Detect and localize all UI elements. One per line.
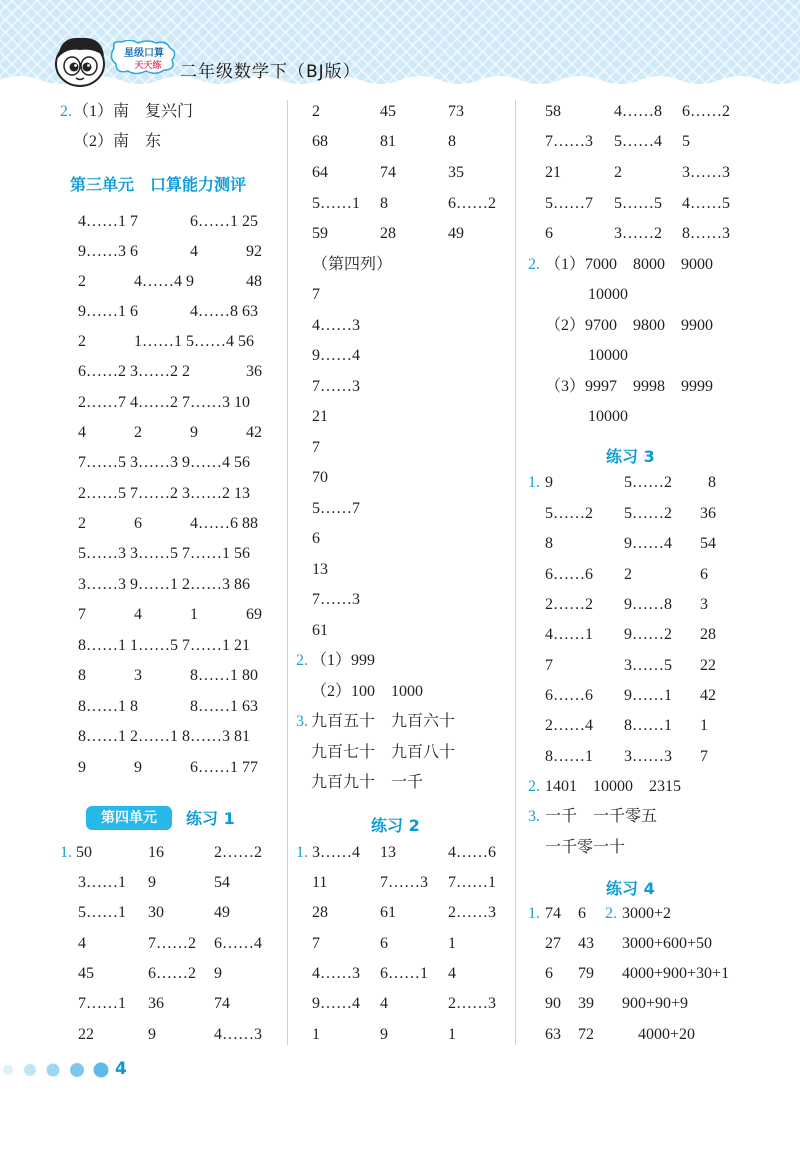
cell: 36 [246, 363, 262, 380]
cell: 4 [190, 243, 198, 260]
list-item: 6 [312, 530, 320, 547]
cell: 1 [448, 1026, 456, 1043]
cell: 27 [545, 935, 561, 952]
cell: 4 [380, 995, 388, 1012]
cell: 74 [214, 995, 230, 1012]
cell: 7……1 [78, 995, 126, 1012]
cell: 7 [78, 606, 86, 623]
list-item: 9……4 [312, 347, 360, 364]
cell: 39 [578, 995, 594, 1012]
list-item: 13 [312, 561, 328, 578]
list-item: 70 [312, 469, 328, 486]
cell: 9 [380, 1026, 388, 1043]
cell: 4……8 [614, 103, 662, 120]
cell: 9 [190, 424, 198, 441]
question-number: 1. [296, 844, 308, 861]
cell: 4……8 63 [190, 303, 258, 320]
cell: 6……2 [448, 195, 496, 212]
cell: 2……4 [545, 717, 593, 734]
cell: 6……6 [545, 566, 593, 583]
cell: 81 [380, 133, 396, 150]
cell: 5……7 [545, 195, 593, 212]
cell: 8 [545, 535, 553, 552]
cell: 8……1 1……5 7……1 21 [78, 637, 250, 654]
cell: 9……4 [624, 535, 672, 552]
cell: 8 [708, 474, 716, 491]
list-item: 7……3 [312, 378, 360, 395]
section-title: 第三单元 口算能力测评 [70, 175, 247, 194]
cell: 1 [190, 606, 198, 623]
cell: 7……1 [448, 874, 496, 891]
question-number: 2. [605, 905, 617, 922]
cell: 5……4 [614, 133, 662, 150]
cell: 1 [448, 935, 456, 952]
cell: 9 [148, 874, 156, 891]
footer-dots-decoration [2, 1062, 112, 1080]
cell: 30 [148, 904, 164, 921]
cell: 2 [78, 515, 86, 532]
cell: 74 [380, 164, 396, 181]
answer-line: （2）100 1000 [311, 683, 424, 700]
question-number: 2. [528, 256, 540, 273]
cell: 59 [312, 225, 328, 242]
cell: 4 [134, 606, 142, 623]
cell: 73 [448, 103, 464, 120]
question-number: 2. [60, 103, 72, 120]
cell: 8 [448, 133, 456, 150]
column-label: （第四列） [312, 256, 393, 273]
cell: 90 [545, 995, 561, 1012]
answer-line: （2）南 东 [73, 133, 162, 150]
cell: 2 [624, 566, 632, 583]
cell: 5……2 [545, 505, 593, 522]
cell: 5……2 [624, 505, 672, 522]
cell: 4……6 88 [190, 515, 258, 532]
cell: 42 [246, 424, 262, 441]
question-number: 3. [528, 808, 540, 825]
answer-line: （2）9700 9800 9900 [545, 317, 714, 334]
cell: 9……4 [312, 995, 360, 1012]
cell: 6……6 [545, 687, 593, 704]
cell: 9……1 [624, 687, 672, 704]
answer-line: 10000 [588, 408, 628, 425]
list-item: 7……3 [312, 591, 360, 608]
cell: 9……2 [624, 626, 672, 643]
cell: 6……1 25 [190, 213, 258, 230]
brand-logo [108, 40, 180, 76]
cell: 63 [545, 1026, 561, 1043]
answer-line: 1401 10000 2315 [545, 778, 682, 795]
cell: 6 [545, 225, 553, 242]
cell: 21 [545, 164, 561, 181]
page-number: 4 [115, 1059, 127, 1079]
cell: 4000+900+30+1 [622, 965, 730, 982]
answer-line: 九百五十 九百六十 [311, 713, 456, 730]
cell: 2……3 [448, 995, 496, 1012]
cell: 3……3 [682, 164, 730, 181]
section-title: 练习 4 [606, 879, 655, 898]
cell: 1 [700, 717, 708, 734]
column-divider [287, 100, 288, 1045]
answer-line: （3）9997 9998 9999 [545, 378, 714, 395]
cell: 2 [614, 164, 622, 181]
cell: 2 [78, 333, 86, 350]
cell: 54 [214, 874, 230, 891]
question-number: 1. [528, 905, 540, 922]
cell: 3000+600+50 [622, 935, 713, 952]
cell: 22 [78, 1026, 94, 1043]
cell: 6……2 [682, 103, 730, 120]
cell: 6 [545, 965, 553, 982]
cell: 4000+20 [638, 1026, 696, 1043]
cell: 2……2 [214, 844, 262, 861]
cell: 9 [78, 759, 86, 776]
cell: 8 [380, 195, 388, 212]
cell: 4……4 9 [134, 273, 194, 290]
cell: 35 [448, 164, 464, 181]
question-number: 1. [528, 474, 540, 491]
cell: 61 [380, 904, 396, 921]
cell: 49 [448, 225, 464, 242]
cell: 6 [134, 515, 142, 532]
svg-text:星级口算: 星级口算 [124, 48, 164, 59]
cell: 7 [700, 748, 708, 765]
cell: 3 [700, 596, 708, 613]
cell: 64 [312, 164, 328, 181]
cell: 36 [148, 995, 164, 1012]
mascot-icon [50, 30, 114, 88]
question-number: 3. [296, 713, 308, 730]
cell: 4 [448, 965, 456, 982]
cell: 7……5 3……3 9……4 56 [78, 454, 250, 471]
cell: 2 [312, 103, 320, 120]
cell: 11 [312, 874, 328, 891]
cell: 45 [78, 965, 94, 982]
list-item: 7 [312, 439, 320, 456]
cell: 28 [700, 626, 716, 643]
cell: 5……5 [614, 195, 662, 212]
cell: 4……5 [682, 195, 730, 212]
cell: 6……1 77 [190, 759, 258, 776]
section-title: 练习 3 [606, 447, 655, 466]
cell: 8……1 [624, 717, 672, 734]
cell: 8 [78, 667, 86, 684]
cell: 49 [214, 904, 230, 921]
cell: 22 [700, 657, 716, 674]
answer-line: 10000 [588, 347, 628, 364]
cell: 7……2 [148, 935, 196, 952]
cell: 9 [148, 1026, 156, 1043]
cell: 8……1 2……1 8……3 81 [78, 728, 250, 745]
cell: 7 [312, 935, 320, 952]
section-title: 练习 1 [186, 809, 235, 828]
cell: 92 [246, 243, 262, 260]
column-divider [515, 100, 516, 1045]
cell: 3 [134, 667, 142, 684]
cell: 16 [148, 844, 164, 861]
cell: 4……3 [312, 965, 360, 982]
cell: 79 [578, 965, 594, 982]
cell: 5……2 [624, 474, 672, 491]
cell: 50 [76, 844, 92, 861]
cell: 3……5 [624, 657, 672, 674]
cell: 8……1 [545, 748, 593, 765]
cell: 54 [700, 535, 716, 552]
answer-line: （1）7000 8000 9000 [545, 256, 714, 273]
cell: 5……1 [78, 904, 126, 921]
answer-line: （1）999 [311, 652, 376, 669]
cell: 1……1 5……4 56 [134, 333, 254, 350]
cell: 9 [545, 474, 553, 491]
cell: 3……3 9……1 2……3 86 [78, 576, 250, 593]
cell: 28 [312, 904, 328, 921]
cell: 3……3 [624, 748, 672, 765]
cell: 48 [246, 273, 262, 290]
question-number: 2. [296, 652, 308, 669]
answer-line: （1）南 复兴门 [73, 103, 194, 120]
answer-line: 一千 一千零五 [545, 808, 658, 825]
cell: 6……4 [214, 935, 262, 952]
cell: 42 [700, 687, 716, 704]
cell: 5……3 3……5 7……1 56 [78, 545, 250, 562]
cell: 2……5 7……2 3……2 13 [78, 485, 250, 502]
cell: 2……3 [448, 904, 496, 921]
cell: 9……8 [624, 596, 672, 613]
cell: 9……1 6 [78, 303, 138, 320]
cell: 7 [545, 657, 553, 674]
cell: 6……1 [380, 965, 428, 982]
cell: 72 [578, 1026, 594, 1043]
cell: 3……4 [312, 844, 360, 861]
book-title: 二年级数学下（BJ版） [180, 62, 361, 82]
list-item: 4……3 [312, 317, 360, 334]
answer-line: 九百七十 九百八十 [311, 744, 456, 761]
question-number: 1. [60, 844, 72, 861]
list-item: 61 [312, 622, 328, 639]
cell: 7……3 [545, 133, 593, 150]
question-number: 2. [528, 778, 540, 795]
cell: 3000+2 [622, 905, 672, 922]
cell: 900+90+9 [622, 995, 689, 1012]
cell: 28 [380, 225, 396, 242]
cell: 2……2 [545, 596, 593, 613]
cell: 45 [380, 103, 396, 120]
cell: 6 [380, 935, 388, 952]
cell: 43 [578, 935, 594, 952]
cell: 5……1 [312, 195, 360, 212]
cell: 4……1 7 [78, 213, 138, 230]
cell: 4 [78, 935, 86, 952]
cell: 4 [78, 424, 86, 441]
cell: 6 [700, 566, 708, 583]
cell: 2……7 4……2 7……3 10 [78, 394, 250, 411]
cell: 7……3 [380, 874, 428, 891]
cell: 3……1 [78, 874, 126, 891]
list-item: 5……7 [312, 500, 360, 517]
cell: 8……1 80 [190, 667, 258, 684]
svg-text:天天练: 天天练 [134, 61, 162, 71]
answer-line: 10000 [588, 286, 628, 303]
cell: 9 [134, 759, 142, 776]
cell: 6……2 3……2 2 [78, 363, 190, 380]
cell: 5 [682, 133, 690, 150]
cell: 8……1 63 [190, 698, 258, 715]
cell: 74 [545, 905, 561, 922]
cell: 36 [700, 505, 716, 522]
cell: 2 [134, 424, 142, 441]
section-title: 练习 2 [371, 816, 420, 835]
cell: 4……6 [448, 844, 496, 861]
cell: 68 [312, 133, 328, 150]
cell: 8……1 8 [78, 698, 138, 715]
cell: 69 [246, 606, 262, 623]
answer-line: 九百九十 一千 [311, 774, 424, 791]
list-item: 7 [312, 286, 320, 303]
cell: 9 [214, 965, 222, 982]
cell: 6 [578, 905, 586, 922]
cell: 3……2 [614, 225, 662, 242]
cell: 1 [312, 1026, 320, 1043]
cell: 4……1 [545, 626, 593, 643]
cell: 4……3 [214, 1026, 262, 1043]
cell: 58 [545, 103, 561, 120]
unit-badge: 第四单元 [86, 806, 172, 830]
cell: 13 [380, 844, 396, 861]
answer-line: 一千零一十 [545, 839, 626, 856]
cell: 2 [78, 273, 86, 290]
list-item: 21 [312, 408, 328, 425]
cell: 8……3 [682, 225, 730, 242]
cell: 6……2 [148, 965, 196, 982]
cell: 9……3 6 [78, 243, 138, 260]
